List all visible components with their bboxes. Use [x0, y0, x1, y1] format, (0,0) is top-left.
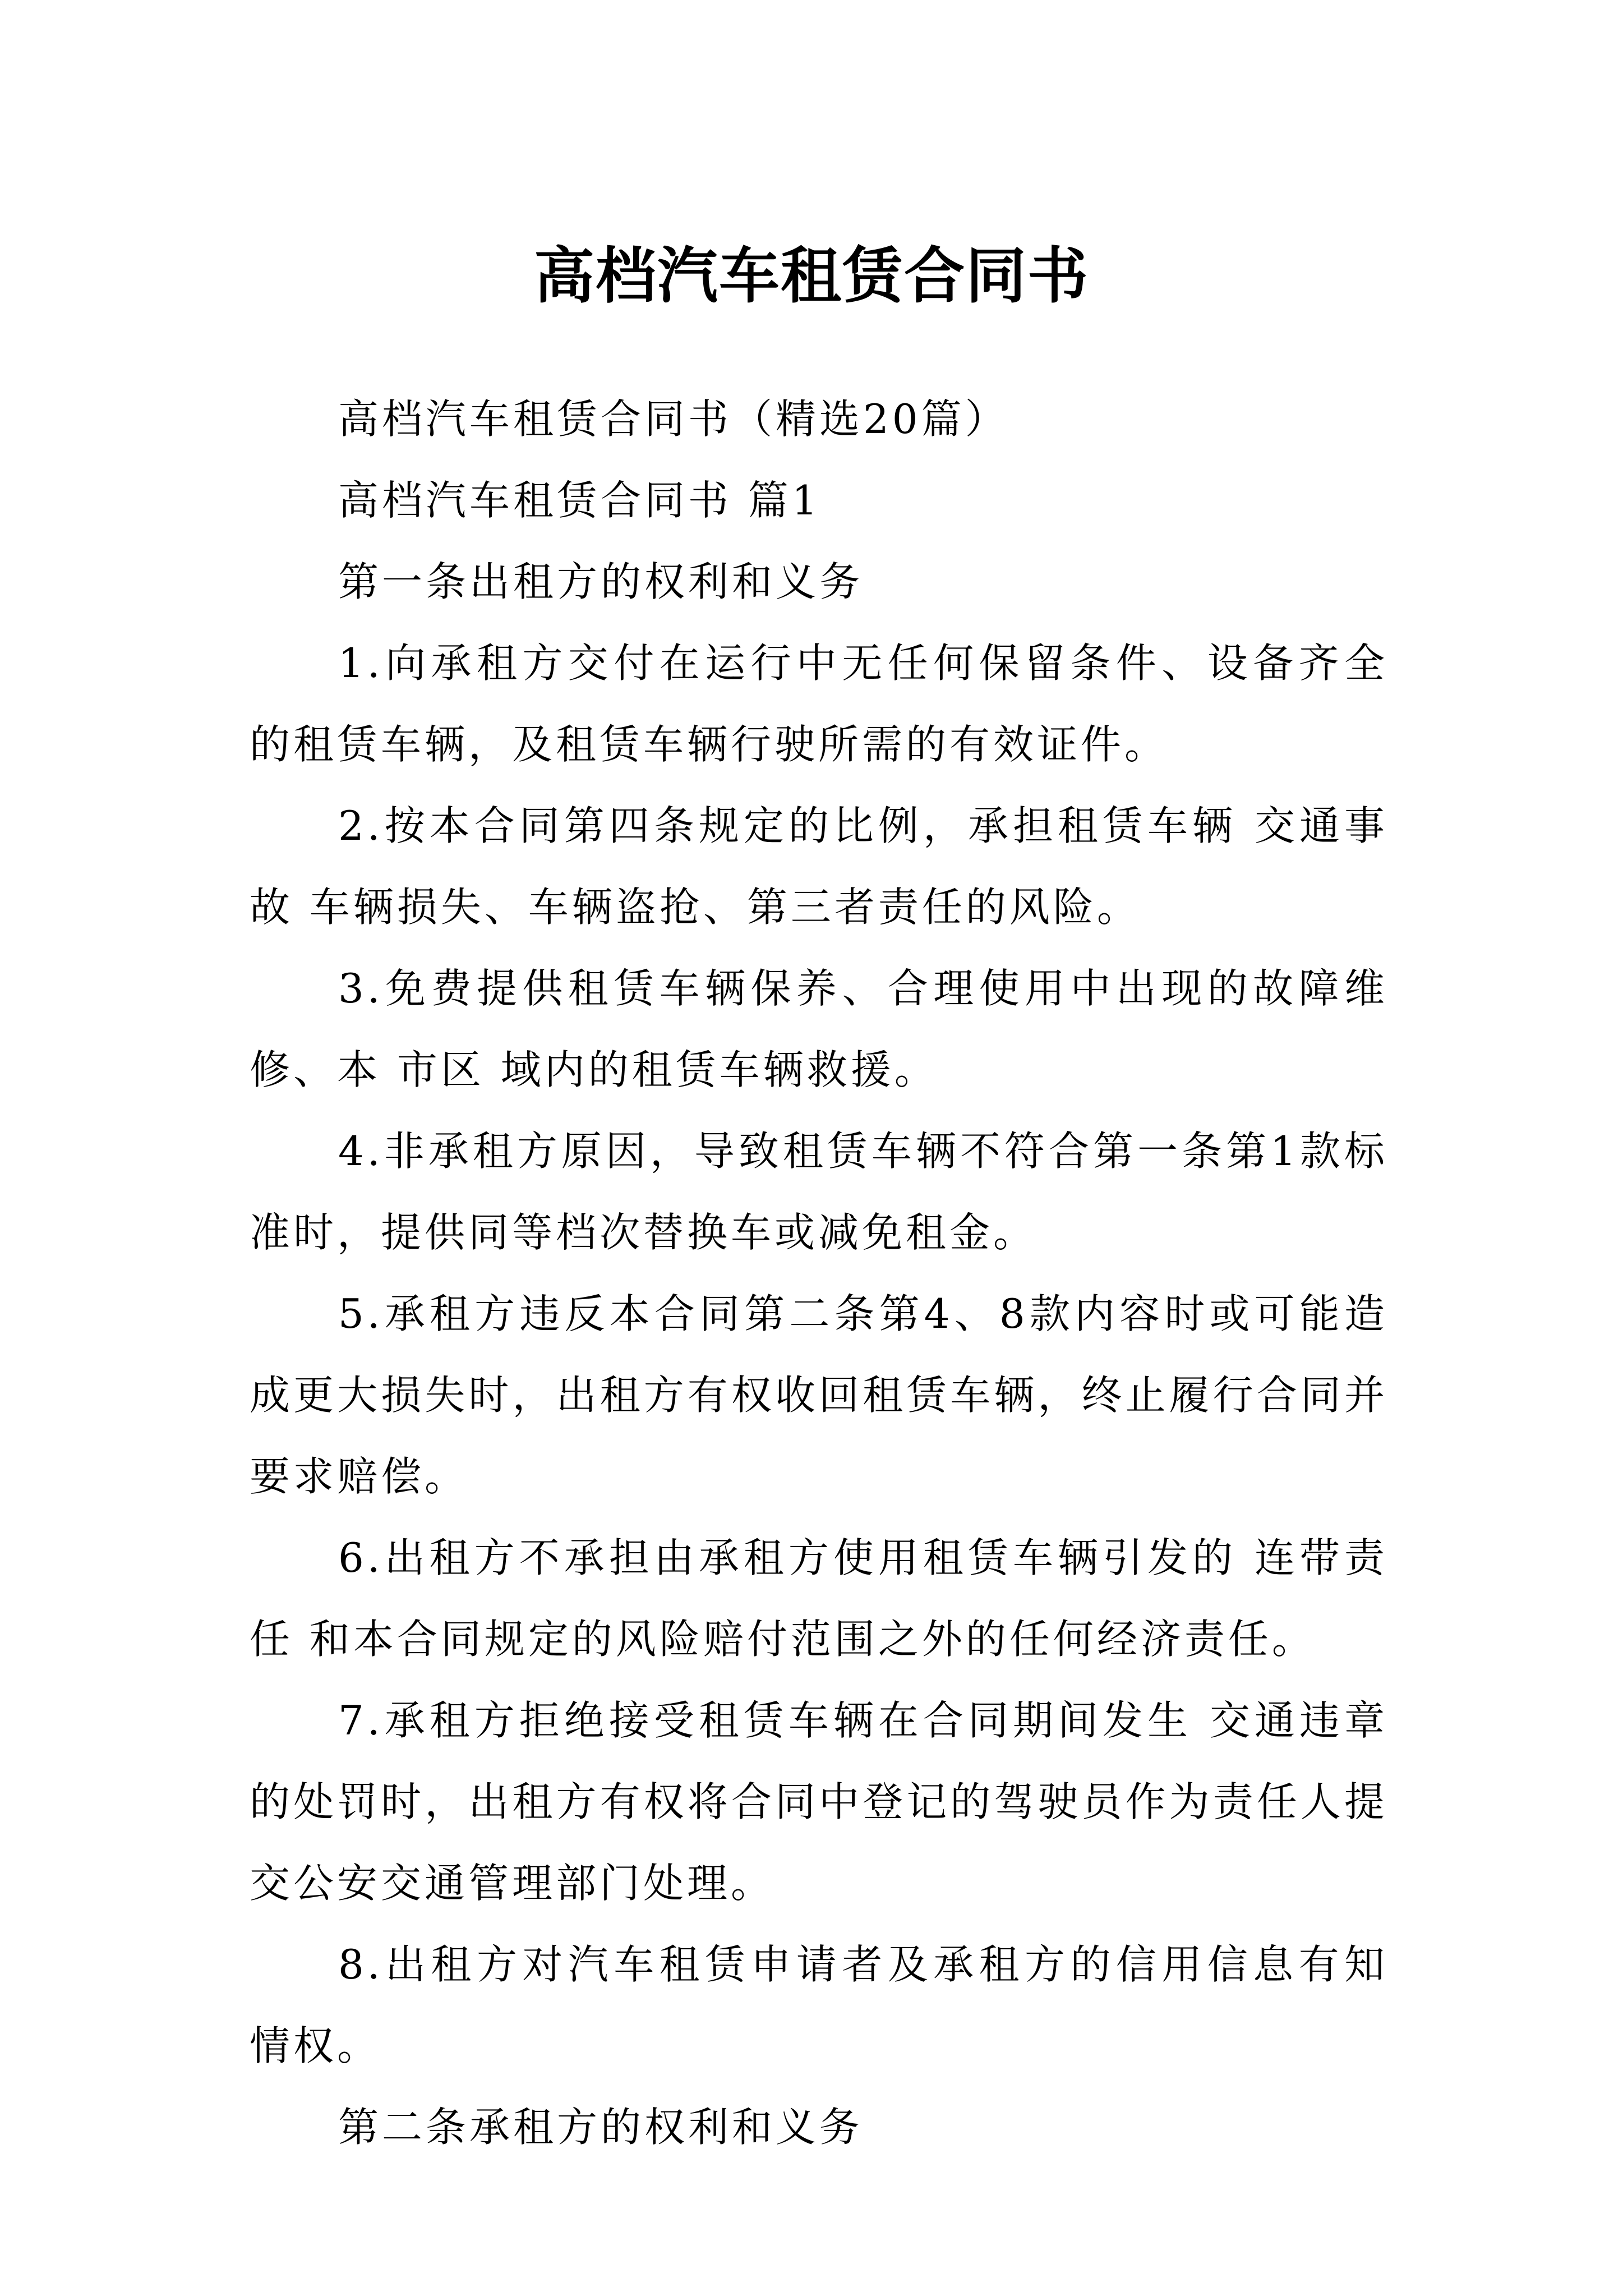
clause-8: 8.出租方对汽车租赁申请者及承租方的信用信息有知情权。	[250, 1941, 1388, 2069]
section-heading-lessor-rights: 第一条出租方的权利和义务	[338, 558, 864, 605]
clause-2: 2.按本合同第四条规定的比例，承担租赁车辆 交通事故 车辆损失、车辆盗抢、第三者责任的风险。	[250, 802, 1388, 931]
document-body	[250, 379, 1388, 2168]
clause-5: 5.承租方违反本合同第二条第4、8款内容时或可能造成更大损失时，出租方有权收回租赁车辆，终止履行合同并要求赔偿。	[250, 1290, 1388, 1500]
clause-6: 6.出租方不承担由承租方使用租赁车辆引发的 连带责任 和本合同规定的风险赔付范围之外的任何经济责任。	[250, 1534, 1388, 1663]
clause-1: 1.向承租方交付在运行中无任何保留条件、设备齐全的租赁车辆，及租赁车辆行驶所需的有效证件。	[250, 639, 1388, 768]
clause-4: 4.非承租方原因，导致租赁车辆不符合第一条第1款标准时，提供同等档次替换车或减免租金。	[250, 1128, 1388, 1256]
section-heading-lessee-rights: 第二条承租方的权利和义务	[338, 2104, 864, 2151]
clause-3: 3.免费提供租赁车辆保养、合理使用中出现的故障维修、本 市区 域内的租赁车辆救援。	[250, 965, 1388, 1093]
document-title: 高档汽车租赁合同书	[533, 241, 1089, 312]
clause-7: 7.承租方拒绝接受租赁车辆在合同期间发生 交通违章 的处罚时，出租方有权将合同中登记的驾驶员作为责任人提交公安交通管理部门处理。	[250, 1697, 1388, 1907]
paragraph-collection-heading: 高档汽车租赁合同书（精选20篇）	[338, 395, 1009, 443]
paragraph-article-heading: 高档汽车租赁合同书 篇1	[338, 477, 821, 524]
